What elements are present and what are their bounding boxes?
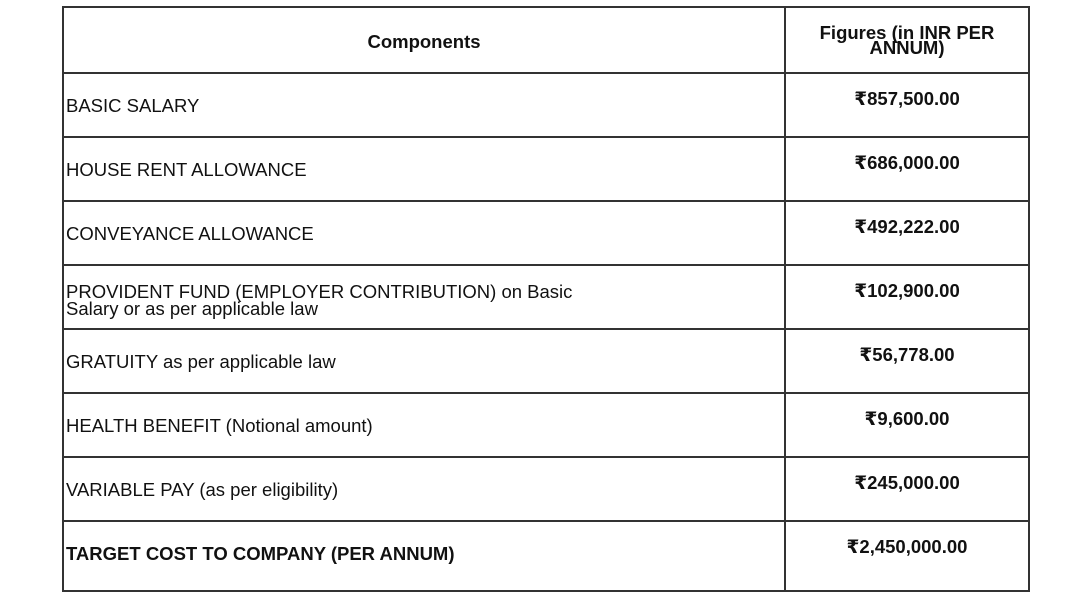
total-label-cell <box>63 521 785 591</box>
total-label: TARGET COST TO COMPANY (PER ANNUM) <box>66 543 455 564</box>
figure-cell <box>785 73 1029 137</box>
component-label: GRATUITY as per applicable law <box>66 351 336 372</box>
figure-value: ₹245,000.00 <box>854 472 960 493</box>
figure-cell <box>785 457 1029 521</box>
component-cell <box>63 329 785 393</box>
table-row <box>63 265 1029 329</box>
figure-value: ₹492,222.00 <box>854 216 960 237</box>
component-label: HOUSE RENT ALLOWANCE <box>66 159 307 180</box>
table-row <box>63 137 1029 201</box>
figure-cell <box>785 137 1029 201</box>
total-value: ₹2,450,000.00 <box>846 536 968 557</box>
figure-cell <box>785 265 1029 329</box>
table-row <box>63 393 1029 457</box>
figure-value: ₹56,778.00 <box>859 344 955 365</box>
table-row <box>63 201 1029 265</box>
figure-value: ₹857,500.00 <box>854 88 960 109</box>
figure-cell <box>785 329 1029 393</box>
figure-cell <box>785 393 1029 457</box>
component-cell <box>63 457 785 521</box>
component-label: BASIC SALARY <box>66 95 200 116</box>
table-row <box>63 73 1029 137</box>
table-header-row <box>63 7 1029 73</box>
total-figure-cell <box>785 521 1029 591</box>
figures-column-header: Figures (in INR PER ANNUM) <box>785 7 1029 73</box>
figure-value: ₹686,000.00 <box>854 152 960 173</box>
component-cell <box>63 265 785 329</box>
figure-cell <box>785 201 1029 265</box>
component-label: HEALTH BENEFIT (Notional amount) <box>66 415 373 436</box>
figure-value: ₹9,600.00 <box>864 408 950 429</box>
figure-value: ₹102,900.00 <box>854 280 960 301</box>
table-row <box>63 329 1029 393</box>
component-cell <box>63 201 785 265</box>
table-row <box>63 457 1029 521</box>
component-label: CONVEYANCE ALLOWANCE <box>66 223 314 244</box>
component-cell <box>63 73 785 137</box>
component-label: VARIABLE PAY (as per eligibility) <box>66 479 339 500</box>
salary-components-table <box>62 6 1030 592</box>
component-cell <box>63 393 785 457</box>
component-cell <box>63 137 785 201</box>
components-column-header: Components <box>63 7 785 73</box>
component-label: PROVIDENT FUND (EMPLOYER CONTRIBUTION) on Basic Salary or as per applicable law <box>66 281 573 319</box>
total-row <box>63 521 1029 591</box>
